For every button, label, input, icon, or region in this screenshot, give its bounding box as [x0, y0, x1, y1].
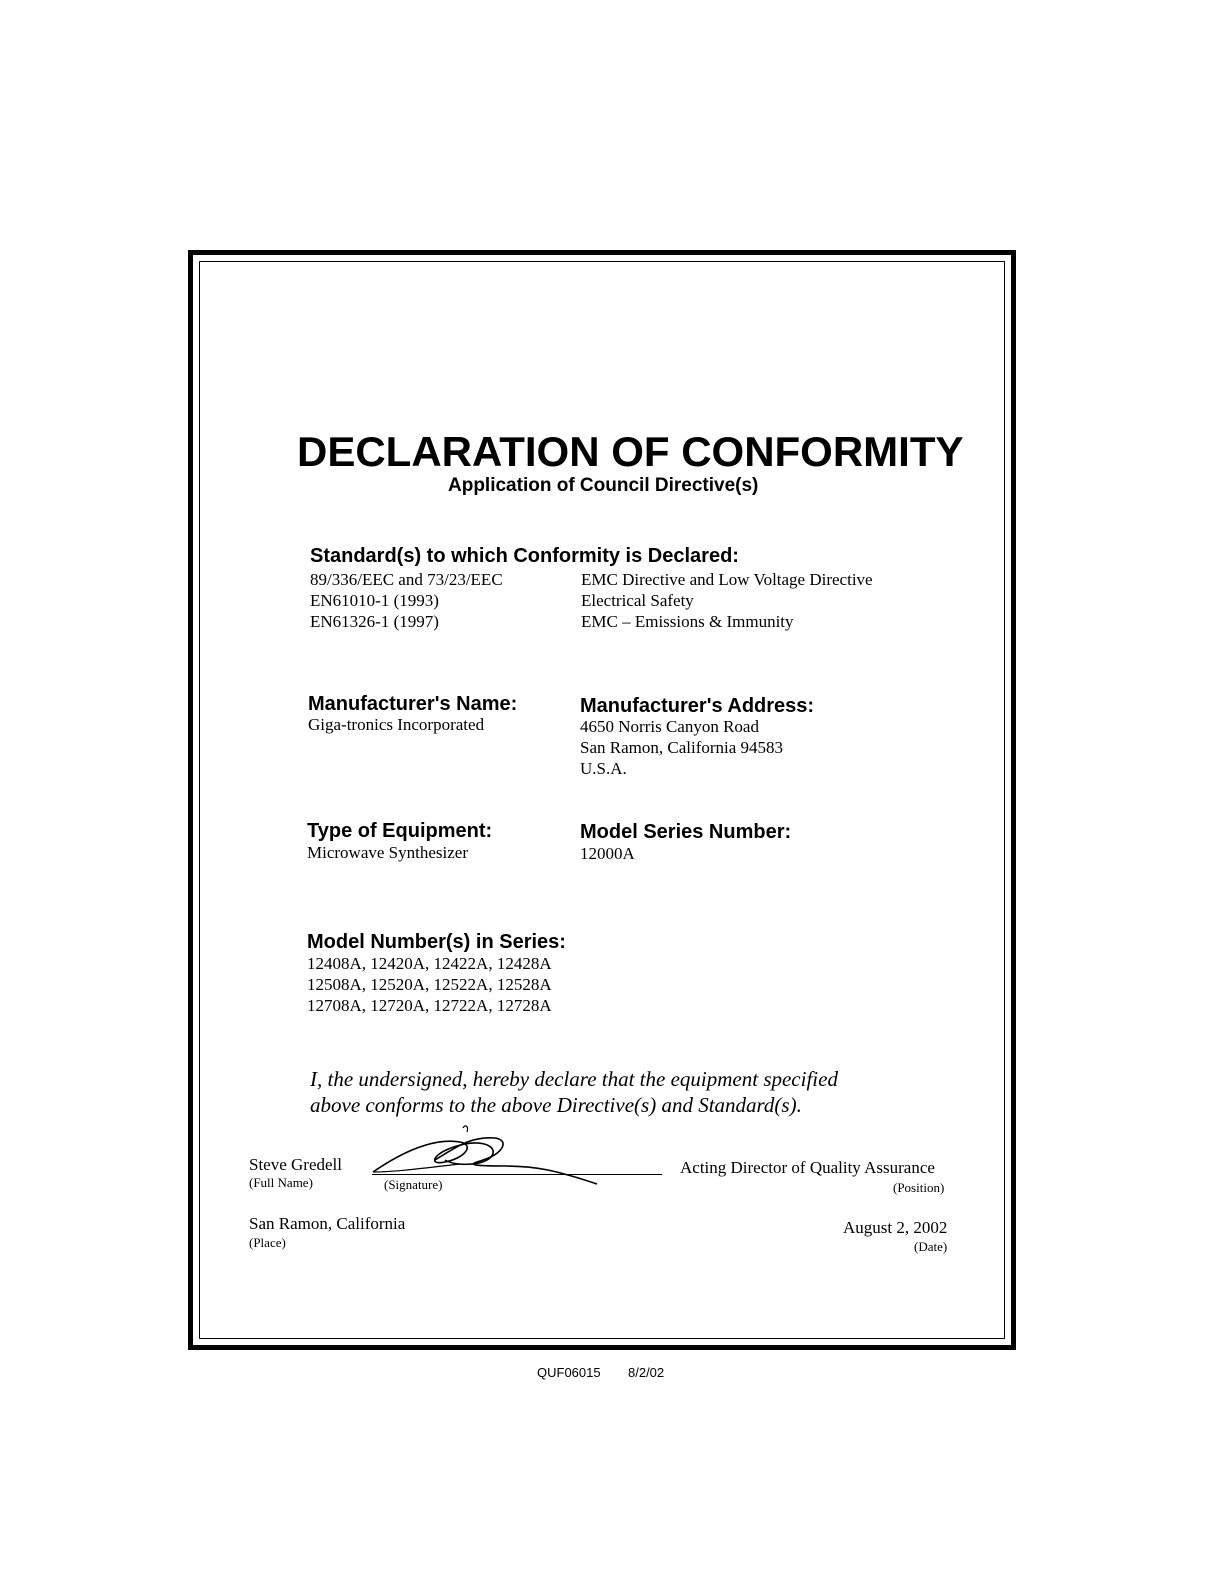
form-date: 8/2/02: [628, 1365, 665, 1380]
declaration-statement: [310, 1066, 838, 1118]
date-label: (Date): [914, 1239, 948, 1254]
signatory-full-name: Steve Gredell: [249, 1155, 342, 1174]
model-line: 12508A, 12520A, 12522A, 12528A: [307, 975, 552, 994]
standard-description: EMC Directive and Low Voltage Directive: [581, 570, 873, 589]
position-label: (Position): [893, 1180, 945, 1195]
standard-code: EN61326-1 (1997): [310, 612, 439, 631]
signing-date: August 2, 2002: [843, 1218, 948, 1237]
page-subtitle: Application of Council Directive(s): [448, 475, 759, 496]
manufacturer-name: Giga-tronics Incorporated: [308, 715, 485, 734]
standard-description: EMC – Emissions & Immunity: [581, 612, 794, 631]
signature-label: (Signature): [384, 1177, 443, 1192]
standard-code: EN61010-1 (1993): [310, 591, 439, 610]
equipment-type: Microwave Synthesizer: [307, 843, 468, 862]
standards-codes: [310, 569, 503, 632]
address-line: San Ramon, California 94583: [580, 738, 784, 757]
standard-description: Electrical Safety: [581, 591, 694, 610]
address-line: 4650 Norris Canyon Road: [580, 717, 759, 736]
standards-descriptions: [581, 569, 873, 632]
page-title: DECLARATION OF CONFORMITY: [297, 428, 964, 475]
models-heading: Model Number(s) in Series:: [307, 931, 566, 953]
model-line: 12408A, 12420A, 12422A, 12428A: [307, 954, 552, 973]
form-id: QUF06015: [537, 1365, 601, 1380]
full-name-label: (Full Name): [249, 1175, 313, 1190]
model-line: 12708A, 12720A, 12722A, 12728A: [307, 996, 552, 1015]
address-line: U.S.A.: [580, 759, 627, 778]
manufacturer-address-heading: Manufacturer's Address:: [580, 695, 815, 717]
models-list: [307, 953, 552, 1016]
model-series-heading: Model Series Number:: [580, 821, 792, 843]
standards-heading: Standard(s) to which Conformity is Declared:: [310, 545, 739, 567]
manufacturer-name-heading: Manufacturer's Name:: [308, 693, 518, 715]
declaration-line: I, the undersigned, hereby declare that the equipment specified: [310, 1067, 838, 1091]
signatory-position: Acting Director of Quality Assurance: [680, 1158, 935, 1177]
signing-place: San Ramon, California: [249, 1214, 406, 1233]
place-label: (Place): [249, 1235, 286, 1250]
equipment-type-heading: Type of Equipment:: [307, 820, 493, 842]
manufacturer-address: [580, 716, 783, 779]
declaration-line: above conforms to the above Directive(s) and Standard(s).: [310, 1093, 802, 1117]
model-series-number: 12000A: [580, 844, 635, 863]
standard-code: 89/336/EEC and 73/23/EEC: [310, 570, 503, 589]
